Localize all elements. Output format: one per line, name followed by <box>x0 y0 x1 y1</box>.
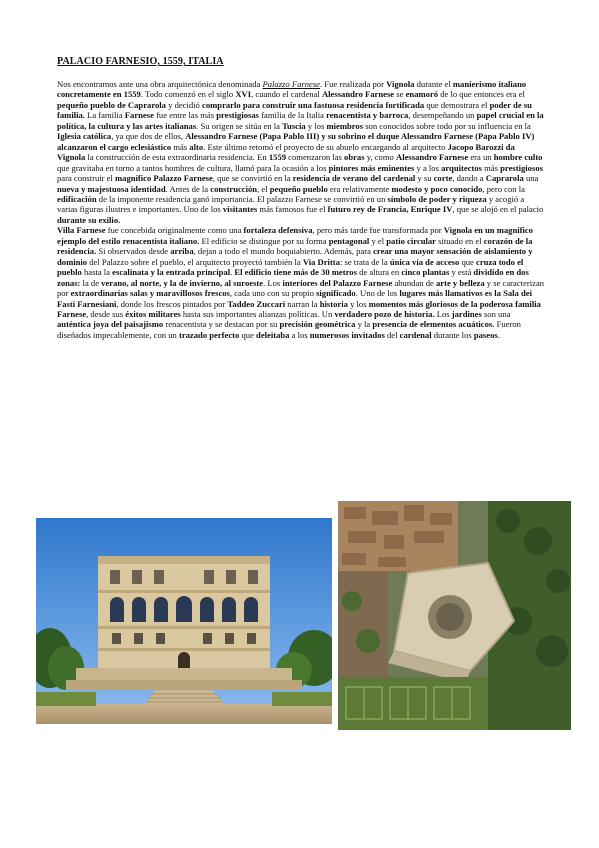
text-run: que demostrara el <box>424 99 490 110</box>
text-run: durante su exilio. <box>57 214 121 225</box>
text-run: futuro rey de Francia, Enrique IV <box>327 204 453 215</box>
text-run: deleitaba <box>256 329 290 340</box>
text-run: . Este último retomó el proyecto de su abuelo encargando al arquitecto <box>203 141 448 152</box>
text-run: pentagonal <box>328 235 370 246</box>
text-run: construcción <box>210 183 258 194</box>
text-run: . <box>497 329 500 340</box>
text-run: , dando a <box>452 173 486 184</box>
text-run: arte y belleza <box>435 277 485 288</box>
text-run: son una <box>481 308 511 319</box>
text-run: , el <box>257 183 270 194</box>
text-run: . Antes de la <box>165 183 211 194</box>
text-run: familia de la Italia <box>259 110 327 121</box>
text-run: cruza todo el pueblo <box>57 256 524 278</box>
text-run: abundan de <box>392 277 436 288</box>
text-run: fue concebida originalmente como una <box>105 225 244 236</box>
text-run: . Todo comenzó en el siglo <box>140 89 236 100</box>
text-run: , donde los frescos pintados por <box>116 298 228 309</box>
text-run: prestigiosos <box>500 162 543 173</box>
text-run: que gravitaba en torno a tantos hombres de cultura, llamó para la ocasión a los <box>57 162 329 173</box>
paragraph-2 <box>57 225 545 340</box>
text-run: situado en el <box>435 235 484 246</box>
text-run: y, como <box>364 152 396 163</box>
text-run: éxitos militares <box>125 308 181 319</box>
text-run: cinco plantas <box>401 267 450 278</box>
text-run: Villa Farnese <box>57 225 106 236</box>
text-run: la de <box>80 277 102 288</box>
text-run: enamoró <box>405 89 439 100</box>
text-run: corazón de la residencia. <box>57 235 533 257</box>
text-run: símbolo de poder y riqueza <box>387 193 487 204</box>
text-run: lugares más llamativos es la Sala dei Fasti Farnesiani <box>57 288 532 309</box>
text-run: Tuscia <box>282 120 306 131</box>
text-run: de la imponente residencia ganó importancia. El palazzo Farnese se convirtió en un <box>96 193 388 204</box>
text-run: hasta sus importantes alianzas políticas. Un <box>180 308 335 319</box>
text-run: jardines <box>451 308 482 319</box>
text-run: para construir el <box>57 173 115 184</box>
text-run: Palazzo Farnese <box>262 79 320 89</box>
text-run: fortaleza defensiva <box>243 225 313 236</box>
text-run: y está <box>449 267 474 278</box>
text-run: Iglesia católica <box>57 131 112 142</box>
text-run: durante el <box>414 79 453 89</box>
text-run: hasta la <box>81 267 113 278</box>
text-run: momentos más gloriosos de la poderosa familia Farnese <box>57 298 541 319</box>
text-run: interiores del Palazzo Farnese <box>282 277 393 288</box>
text-run: durante los <box>431 329 474 340</box>
text-run: modesto y poco conocido <box>391 183 483 194</box>
text-run: Los <box>434 308 452 319</box>
text-run: precisión geométrica <box>279 319 356 330</box>
text-run: historia <box>319 298 348 309</box>
text-run: , desempeñando un <box>408 110 477 121</box>
text-run: significado <box>316 288 356 299</box>
text-run: trazado perfecto <box>178 329 240 340</box>
text-run: y acogió a varias figuras ilustres e importantes. Uno de los <box>57 193 525 215</box>
text-run: pequeño pueblo <box>269 183 328 194</box>
text-run: alto <box>189 141 204 152</box>
text-run: y se caracterizan por <box>57 277 545 299</box>
text-run: El edificio se distingue por su forma <box>199 235 329 246</box>
text-run: dividido en dos zonas: <box>57 267 529 288</box>
text-run: una <box>523 173 539 184</box>
document-title: PALACIO FARNESIO, 1559, ITALIA <box>57 56 224 67</box>
text-run: crear una mayor sensación de aislamiento y dominio <box>57 246 533 267</box>
text-run: , cada uno con su propio <box>229 288 317 299</box>
text-run: hombre culto <box>493 152 543 163</box>
text-run: renacentista y barroca <box>326 110 409 121</box>
text-run: pintores más eminentes <box>328 162 415 173</box>
text-run: paseos <box>473 329 498 340</box>
text-run: numerosos invitados <box>309 329 385 340</box>
text-run: extraordinarias salas y maravillosos frescos <box>70 288 230 299</box>
text-run: arriba <box>170 246 194 257</box>
text-run: , pero más tarde fue transformada por <box>312 225 444 236</box>
text-run: El edificio tiene más de 30 metros <box>234 267 357 278</box>
text-run: y el <box>369 235 387 246</box>
text-run: . Su origen se sitúa en la <box>196 120 283 131</box>
text-run: edificación <box>57 193 97 204</box>
text-run: renacentista y se destacan por su <box>163 319 280 330</box>
text-run: era relativamente <box>327 183 392 194</box>
text-run: comenzaron las <box>286 152 345 163</box>
text-run: , que se alojó en el palacio <box>452 204 544 215</box>
text-run: pequeño pueblo de Caprarola <box>57 99 166 110</box>
text-run: residencia de verano del cardenal <box>292 173 416 184</box>
palazzo-aerial-photo <box>338 501 571 730</box>
text-run: miembros <box>326 120 364 131</box>
text-run: visitantes <box>222 204 258 215</box>
text-run: se <box>394 89 406 100</box>
text-run: era un <box>468 152 494 163</box>
text-run: a los <box>289 329 310 340</box>
text-run: nueva y majestuosa identidad <box>57 183 166 194</box>
text-run: más famosos fue el <box>257 204 328 215</box>
text-run: magnífico Palazzo Farnese <box>114 173 213 184</box>
text-run: auténtica joya del paisajismo <box>57 319 164 330</box>
text-run: prestigiosas <box>216 110 260 121</box>
text-run: . <box>230 267 235 278</box>
text-run: y su <box>415 173 434 184</box>
text-run: Jacopo Barozzi da Vignola <box>57 141 515 163</box>
text-run: , cuando el cardenal <box>251 89 322 100</box>
text-run: Alessandro Farnese (Papa Pablo III) y su sobrino el duque Alessandro Farnese (Papa Pablo IV) alcanzaron el cargo eclesiástico <box>57 131 535 152</box>
text-run: poder de su familia. <box>57 99 532 121</box>
text-run: , desde sus <box>86 308 126 319</box>
text-run: comprarlo para construir una fastuosa residencia fortificada <box>202 99 425 110</box>
text-run: corte <box>433 173 453 184</box>
text-run: papel crucial en la política, la cultura y las artes italianas <box>57 110 544 131</box>
palazzo-facade-photo <box>36 518 332 724</box>
text-run: fue entre las más <box>153 110 217 121</box>
paragraph-1 <box>57 79 545 225</box>
text-run: y los <box>305 120 327 131</box>
text-run: más <box>482 162 501 173</box>
text-run: . Fue realizada por <box>320 79 387 89</box>
text-run: Vignola en un magnífico ejemplo del estilo renacentista italiano. <box>57 225 533 246</box>
text-run: que <box>239 329 257 340</box>
text-run: la construcción de esta extraordinaria residencia. En <box>85 152 269 163</box>
text-run: . Los <box>263 277 283 288</box>
text-run: Alessandro Farnese <box>321 89 395 100</box>
document-body <box>57 79 545 340</box>
text-run: cardenal <box>399 329 432 340</box>
text-run: Via Dritta <box>302 256 340 267</box>
text-run: 1559 <box>268 152 287 163</box>
text-run: , pero con la <box>482 183 525 194</box>
text-run: La familia <box>84 110 125 121</box>
text-run: Si observados desde <box>96 246 171 257</box>
text-run: Vignola <box>386 79 415 89</box>
text-run: verdadero pozo de historia. <box>334 308 435 319</box>
text-run: Nos encontramos ante una obra arquitectónica denominada <box>57 79 263 89</box>
text-run: manierismo italiano concretamente en 1559 <box>57 79 527 100</box>
text-run: Alessandro Farnese <box>396 152 469 163</box>
text-run: Caprarola <box>485 173 524 184</box>
text-run: patio circular <box>386 235 436 246</box>
text-run: única vía de acceso <box>389 256 460 267</box>
text-run: y decidió <box>165 99 203 110</box>
text-run: , ya que dos de ellos, <box>111 131 186 142</box>
text-run: XVI <box>235 89 252 100</box>
text-run: y la <box>355 319 373 330</box>
text-run: presencia de elementos acuáticos. <box>372 319 495 330</box>
text-run: son conocidos sobre todo por su influencia en la <box>363 120 531 131</box>
text-run: que <box>459 256 477 267</box>
text-run: y los <box>347 298 369 309</box>
text-run: Taddeo Zuccari <box>227 298 286 309</box>
text-run: del <box>384 329 400 340</box>
text-run: narran la <box>285 298 320 309</box>
text-run: : se trata de la <box>339 256 390 267</box>
text-run: . Uno de los <box>355 288 400 299</box>
text-run: Farnese <box>124 110 154 121</box>
text-run: y a los <box>414 162 442 173</box>
text-run: escalinata y la entrada principal <box>112 267 231 278</box>
text-run: de lo que entonces era el <box>438 89 525 100</box>
text-run: obras <box>344 152 365 163</box>
text-run: Fueron diseñados impecablemente, con un <box>57 319 521 340</box>
text-run: verano, al norte, y la de invierno, al suroeste <box>101 277 264 288</box>
text-run: más <box>171 141 190 152</box>
text-run: de altura en <box>356 267 402 278</box>
text-run: , dejan a todo el mundo boquiabierto. Además, para <box>193 246 374 257</box>
text-run: del Palazzo sobre el pueblo, el arquitecto proyectó también la <box>87 256 303 267</box>
text-run: arquitectos <box>441 162 482 173</box>
text-run: , que se convirtió en la <box>212 173 293 184</box>
